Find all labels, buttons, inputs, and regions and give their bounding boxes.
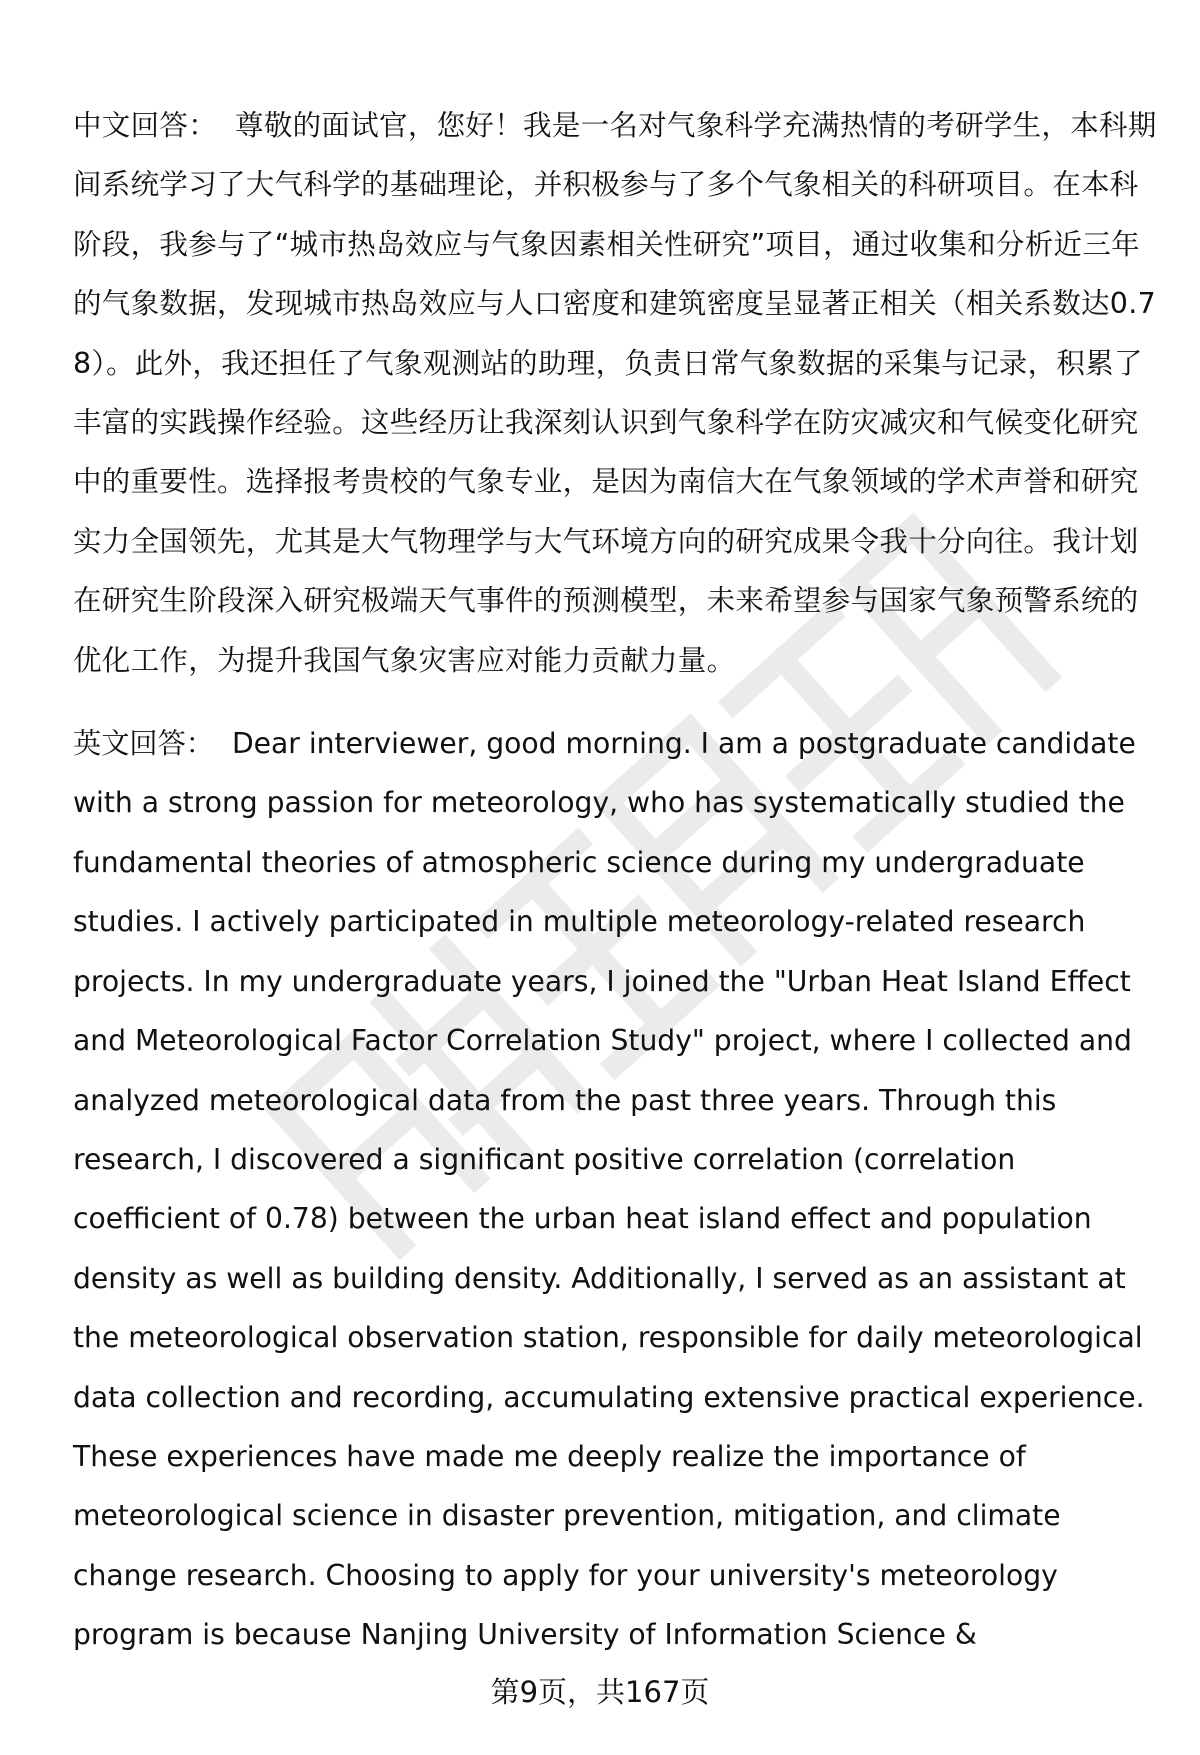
- page-number-footer: 第9页，共167页: [490, 1675, 710, 1709]
- document-body: [73, 96, 1163, 1665]
- english-answer-text: Dear interviewer, good morning. I am a postgraduate candidate with a strong passion for meteorology, who has systematically studied the fundamental theories of atmospheric science during my undergraduate studies. I actively participated in multiple meteorology-related research projects. In my undergraduate years, I joined the "Urban Heat Island Effect and Meteorological Factor Correlation Study" project, where I collected and analyzed meteorological data from the past three years. Through this research, I discovered a significant positive correlation (correlation coefficient of 0.78) between the urban heat island effect and population density as well as building density. Additionally, I served as an assistant at the meteorological observation station, responsible for daily meteorological data collection and recording, accumulating extensive practical experience. These experiences have made me deeply realize the importance of meteorological science in disaster prevention, mitigation, and climate change research. Choosing to apply for your university's meteorology program is because Nanjing University of Information Science &: [73, 727, 1145, 1652]
- chinese-answer-label: 中文回答：: [73, 109, 218, 142]
- english-answer-paragraph: [73, 714, 1163, 1665]
- chinese-answer-paragraph: [73, 96, 1163, 690]
- chinese-answer-text: 尊敬的面试官，您好！我是一名对气象科学充满热情的考研学生，本科期间系统学习了大气科学的基础理论，并积极参与了多个气象相关的科研项目。在本科阶段，我参与了“城市热岛效应与气象因素相关性研究”项目，通过收集和分析近三年的气象数据，发现城市热岛效应与人口密度和建筑密度呈显著正相关（相关系数达0.78）。此外，我还担任了气象观测站的助理，负责日常气象数据的采集与记录，积累了丰富的实践操作经验。这些经历让我深刻认识到气象科学在防灾减灾和气候变化研究中的重要性。选择报考贵校的气象专业，是因为南信大在气象领域的学术声誉和研究实力全国领先，尤其是大气物理学与大气环境方向的研究成果令我十分向往。我计划在研究生阶段深入研究极端天气事件的预测模型，未来希望参与国家气象预警系统的优化工作，为提升我国气象灾害应对能力贡献力量。: [73, 109, 1157, 677]
- english-answer-label: 英文回答：: [73, 727, 214, 761]
